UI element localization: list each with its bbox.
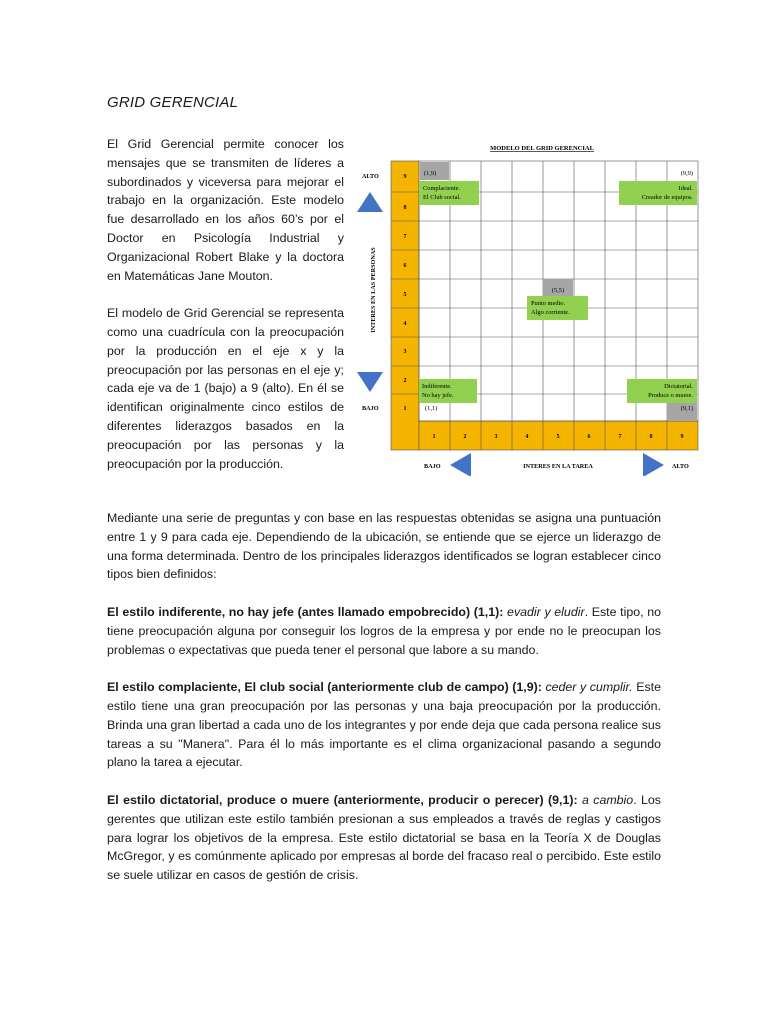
style-note-line: Algo corriente. [531,309,570,316]
paragraph-emphasis: ceder y cumplir. [545,680,633,695]
grid-figure [356,138,702,476]
x-tick: 5 [556,434,560,440]
y-tick: 4 [403,321,407,327]
coord-label: (1,1) [425,405,438,412]
paragraph-heading: El estilo complaciente, El club social (anteriormente club de campo) (1,9): [107,680,542,695]
coord-label: (9,1) [680,405,693,412]
intro-paragraph-1: El Grid Gerencial permite conocer los mensajes que se transmiten de líderes a subordinados y viceversa para mejorar el trabajo en la organización. Este modelo fue desarrollado en los años 60’s por el Doctor en Psicología Industrial y Organizacional Robert Blake y la doctora en Matemáticas Jane Mouton. [107,137,344,283]
figure-title: MODELO DEL GRID GERENCIAL [490,145,594,152]
x-axis-label: INTERES EN LA TAREA [523,463,593,470]
y-axis-low-label: BAJO [362,405,379,412]
y-tick: 9 [403,174,407,180]
x-tick: 1 [432,434,436,440]
arrow-up-icon [357,192,383,212]
arrow-left-icon [450,453,471,476]
paragraph-text: Este estilo tiene una gran preocupación por las personas y una baja preocupación por la producción. Brinda una gran libertad a cada uno de los integrantes y por ende deja que cada persona realice sus tareas a su "Manera". Para él lo más importante es el clima organizacional pasando a segundo plano la tarea a ejecutar. [107,680,662,770]
body-paragraph-dictatorial [107,791,661,885]
body-text [107,509,661,904]
coord-label: (5,5) [551,287,565,294]
body-paragraph-complaciente [107,678,661,772]
paragraph-text: . Este tipo, no tiene preocupación alguna por conseguir los logros de la empresa y por ende no le preocupan los problemas o expectativas que pueda tener el personal que labore a su mando. [107,604,661,657]
style-note-line: Produce o muere. [648,392,693,399]
paragraph-emphasis: a cambio [581,792,634,807]
coord-label: (1,9) [424,170,437,177]
y-axis-label: INTERES EN LAS PERSONAS [370,247,377,333]
intro-paragraph-2: El modelo de Grid Gerencial se representa como una cuadrícula con la preocupación por la producción en el eje x y la preocupación por las personas en el eje y; cada eje va de 1 (bajo) a 9 (alto). En él se identifican originalmente cinco estilos de diferentes liderazgos basados en la preocupación por las personas y la preocupación por la producción. [107,306,344,471]
y-tick: 7 [403,234,407,240]
y-tick: 2 [403,378,407,384]
paragraph-text: . Los gerentes que utilizan este estilo también presionan a sus empleados a través de reglas y castigos para lograr los objetivos de la empresa. Este estilo dictatorial se basa en la Teoría X de Douglas McGregor, y es comúnmente aplicado por empresas al borde del fracaso real o percibido. Este estilo se suele utilizar en casos de gestión de crisis. [107,792,661,883]
y-tick: 1 [403,406,407,412]
x-axis-high-label: ALTO [672,463,689,470]
x-tick: 9 [680,434,684,440]
coord-label: (9,9) [680,170,693,177]
paragraph-heading: El estilo indiferente, no hay jefe (antes llamado empobrecido) (1,1): [107,604,504,619]
intro-text [107,135,344,492]
style-note-line: Indiferente. [422,383,452,390]
x-tick: 4 [525,434,529,440]
style-note-line: Punto medio. [531,300,566,307]
page-title: GRID GERENCIAL [107,94,239,111]
body-paragraph-indiferente [107,603,661,659]
y-tick: 6 [403,263,407,269]
x-tick: 7 [618,434,622,440]
style-note-line: El Club social. [423,194,461,201]
arrow-right-icon [643,453,664,476]
x-axis-low-label: BAJO [424,463,441,470]
x-tick: 2 [463,434,467,440]
x-tick: 3 [494,434,498,440]
y-tick: 5 [403,292,407,298]
body-paragraph-1: Mediante una serie de preguntas y con base en las respuestas obtenidas se asigna una puntuación entre 1 y 9 para cada eje. Dependiendo de la ubicación, se entiende que se ejerce un liderazgo de una forma determinada. Dentro de los principales liderazgos identificados se logran establecer cinco tipos bien definidos: [107,511,661,582]
y-tick: 8 [403,205,407,211]
style-note-line: No hay jefe. [422,392,454,399]
x-tick: 6 [587,434,591,440]
y-axis-high-label: ALTO [362,173,379,180]
paragraph-heading: El estilo dictatorial, produce o muere (anteriormente, producir o perecer) (9,1): [107,792,578,807]
arrow-down-icon [357,372,383,392]
style-note-line: Ideal. [678,185,693,192]
y-tick: 3 [403,349,407,355]
paragraph-emphasis: evadir y eludir [507,604,585,619]
style-note-line: Complaciente. [423,185,461,192]
grid-diagram [356,138,702,476]
style-note-line: Dictatorial. [664,383,693,390]
x-tick: 8 [649,434,653,440]
style-note-line: Creador de equipos. [641,194,693,201]
